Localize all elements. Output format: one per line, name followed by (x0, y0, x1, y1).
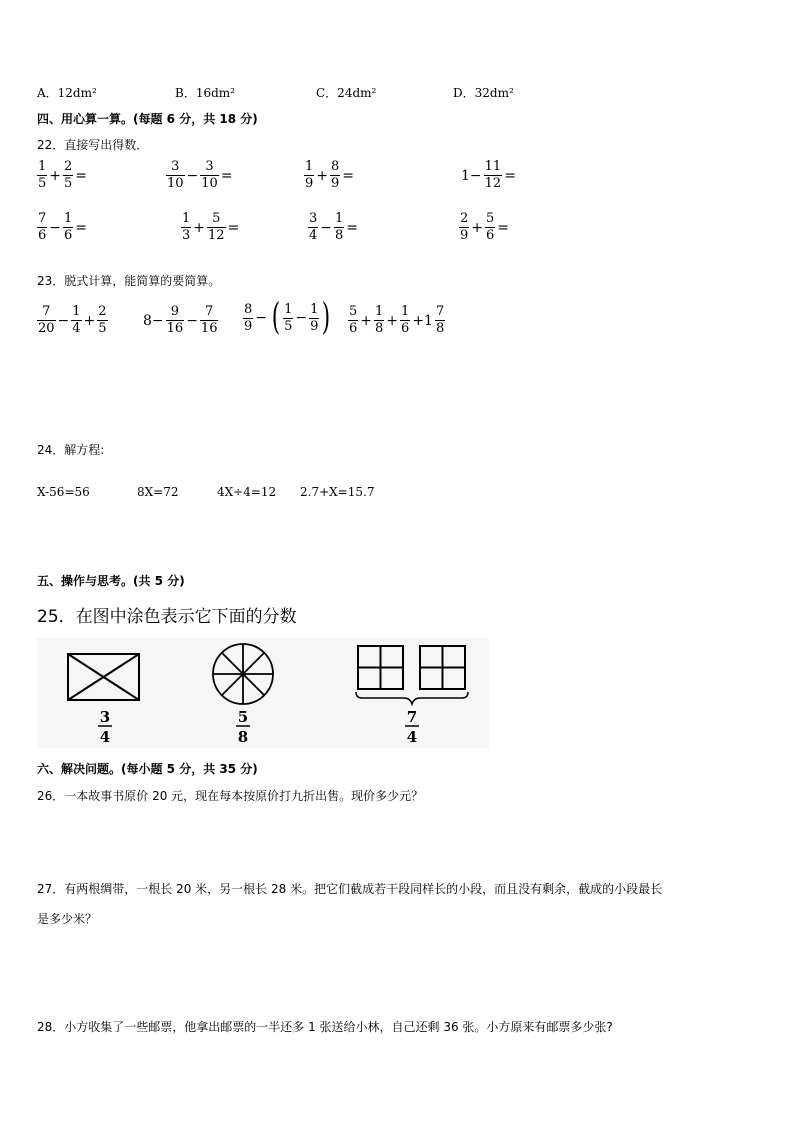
q25-label: 25．在图中涂色表示它下面的分数 (37, 607, 297, 627)
operator: 1− (461, 167, 482, 184)
fraction (97, 305, 107, 336)
operator: + (49, 167, 62, 184)
numerator: 1 (72, 304, 81, 319)
fraction (37, 212, 47, 243)
fraction (459, 212, 469, 243)
fraction-rect-numerator: 3 (99, 708, 111, 726)
numerator: 5 (349, 304, 358, 319)
section-4-title: 四、用心算一算。(每题 6 分，共 18 分) (37, 112, 258, 126)
fraction (63, 160, 73, 191)
q26-text: 26．一本故事书原价 20 元，现在每本按原价打九折出售。现价多少元？ (37, 789, 424, 803)
denominator: 16 (200, 321, 218, 336)
operator: = (342, 167, 355, 184)
operator: = (75, 167, 88, 184)
operator: = (227, 219, 240, 236)
numerator: 3 (171, 159, 180, 174)
denominator: 4 (309, 228, 318, 243)
numerator: 11 (484, 159, 502, 174)
operator: = (346, 219, 359, 236)
operator: 8− (143, 312, 164, 329)
numerator: 2 (98, 304, 107, 319)
fraction (348, 305, 358, 336)
fraction-circle-denominator: 8 (237, 728, 249, 746)
q22-row2-item (459, 212, 511, 243)
denominator: 9 (310, 318, 319, 334)
section-5-title: 五、操作与思考。(共 5 分) (37, 574, 185, 588)
q23-expression (141, 305, 218, 336)
numerator: 1 (310, 301, 319, 317)
operator: − (49, 219, 62, 236)
numerator: 7 (42, 304, 51, 319)
choice-d: D．32dm² (453, 86, 514, 100)
fraction (243, 303, 253, 334)
operator: = (504, 167, 516, 184)
choice-b: B．16dm² (175, 86, 235, 100)
operator: − (186, 167, 199, 184)
numerator: 1 (182, 211, 191, 226)
operator: +1 (412, 312, 433, 329)
choice-c: C．24dm² (316, 86, 377, 100)
fraction (400, 305, 410, 336)
fraction (166, 160, 185, 191)
denominator: 12 (208, 228, 225, 243)
fraction (71, 305, 81, 336)
q22-row1-item (459, 160, 518, 191)
numerator: 1 (284, 301, 293, 317)
fraction (207, 212, 226, 243)
q24-label: 24．解方程: (37, 443, 105, 457)
operator: − (57, 312, 70, 329)
numerator: 1 (375, 304, 384, 319)
operator: + (193, 219, 206, 236)
q27-text-line1: 27．有两根绸带，一根长 20 米，另一根长 28 米。把它们截成若干段同样长的小段，而且没有剩余，截成的小段最长 (37, 882, 663, 896)
numerator: 9 (170, 304, 180, 319)
denominator: 9 (305, 176, 314, 191)
fraction (37, 160, 47, 191)
fraction (334, 212, 344, 243)
section-6-title: 六、解决问题。(每小题 5 分，共 35 分) (37, 762, 258, 776)
denominator: 6 (401, 321, 410, 336)
fraction (374, 305, 384, 336)
denominator: 8 (435, 321, 445, 336)
q27-text-line2: 是多少米？ (37, 912, 98, 926)
parenthesis: ( (271, 297, 281, 338)
fraction (435, 305, 445, 336)
choice-a: A．12dm² (37, 86, 97, 100)
numerator: 3 (205, 159, 214, 174)
q23-label: 23．脱式计算，能简算的要简算。 (37, 274, 221, 288)
circle-shape (213, 644, 273, 704)
denominator: 4 (72, 321, 81, 336)
numerator: 2 (64, 159, 73, 174)
denominator: 9 (244, 318, 253, 334)
fraction-squares-numerator: 7 (406, 708, 418, 726)
rectangle-shape (68, 654, 139, 700)
fraction (304, 160, 314, 191)
brace-shape (356, 692, 468, 704)
fraction (200, 160, 219, 191)
q23-expression (37, 305, 108, 336)
q22-row1-item (166, 160, 235, 191)
denominator: 6 (349, 321, 358, 336)
q22-row2-item (181, 212, 241, 243)
fraction (485, 212, 495, 243)
q22-row2-item (308, 212, 360, 243)
fraction (309, 303, 319, 334)
operator: + (83, 312, 96, 329)
squares-shape (358, 646, 465, 689)
fraction (63, 212, 73, 243)
fraction (200, 305, 219, 336)
numerator: 3 (309, 211, 318, 226)
numerator: 1 (305, 159, 314, 174)
operator: − (320, 219, 333, 236)
denominator: 12 (484, 176, 502, 191)
fraction (283, 303, 293, 334)
q25-figures (37, 638, 489, 748)
denominator: 8 (335, 228, 344, 243)
operator: + (386, 312, 399, 329)
q22-label: 22．直接写出得数． (37, 138, 149, 152)
operator: − (255, 310, 268, 326)
numerator: 5 (486, 211, 495, 226)
numerator: 1 (38, 159, 47, 174)
operator: − (295, 310, 308, 326)
parenthesis: ) (322, 297, 331, 338)
denominator: 16 (166, 321, 184, 336)
denominator: 6 (38, 228, 47, 243)
numerator: 1 (335, 211, 344, 226)
numerator: 7 (435, 304, 445, 319)
fraction (308, 212, 318, 243)
operator: − (186, 312, 198, 329)
fraction (330, 160, 340, 191)
fraction-rect-denominator: 4 (99, 728, 111, 746)
q28-text: 28．小方收集了一些邮票，他拿出邮票的一半还多 1 张送给小林，自己还剩 36 张。小方原来有邮票多少张? (37, 1020, 613, 1034)
q22-row2-item (37, 212, 89, 243)
numerator: 1 (401, 304, 410, 319)
operator: + (360, 312, 373, 329)
numerator: 5 (212, 211, 221, 226)
q24-equation: 4X÷4=12 (217, 485, 277, 499)
denominator: 5 (38, 176, 47, 191)
operator: = (220, 167, 233, 184)
numerator: 7 (205, 304, 214, 319)
denominator: 9 (331, 176, 340, 191)
fraction-squares-denominator: 4 (406, 728, 418, 746)
numerator: 7 (38, 211, 47, 226)
denominator: 8 (375, 321, 384, 336)
fraction (166, 305, 185, 336)
denominator: 9 (460, 228, 469, 243)
denominator: 3 (182, 228, 191, 243)
denominator: 10 (167, 176, 184, 191)
fraction (181, 212, 191, 243)
q24-equation: 2.7+X=15.7 (300, 485, 375, 499)
numerator: 8 (244, 301, 253, 317)
q22-row1-item (37, 160, 89, 191)
q23-expression (243, 297, 333, 338)
q23-expression (348, 305, 445, 336)
numerator: 8 (331, 159, 340, 174)
fraction (37, 305, 56, 336)
denominator: 20 (38, 321, 55, 336)
numerator: 1 (64, 211, 73, 226)
denominator: 5 (98, 321, 107, 336)
operator: + (471, 219, 484, 236)
operator: + (316, 167, 329, 184)
operator: = (497, 219, 510, 236)
denominator: 5 (64, 176, 73, 191)
q24-equation: X-56=56 (37, 485, 90, 499)
q22-row1-item (304, 160, 356, 191)
operator: = (75, 219, 88, 236)
fraction (484, 160, 503, 191)
denominator: 5 (284, 318, 293, 334)
denominator: 10 (201, 176, 218, 191)
numerator: 2 (460, 211, 469, 226)
fraction-circle-numerator: 5 (237, 708, 249, 726)
denominator: 6 (486, 228, 495, 243)
denominator: 6 (64, 228, 73, 243)
q24-equation: 8X=72 (137, 485, 179, 499)
shapes-figure (37, 638, 489, 748)
